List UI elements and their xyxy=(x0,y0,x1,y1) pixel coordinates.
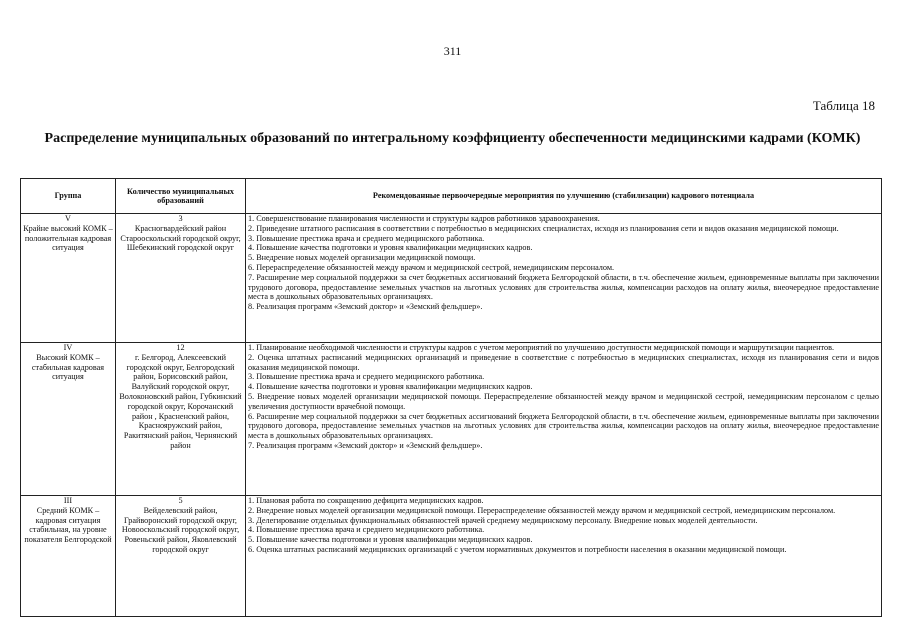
count-cell xyxy=(116,343,246,496)
group-code: IV xyxy=(63,343,73,352)
document-title: Распределение муниципальных образований по интегральному коэффициенту обеспеченности медицинскими кадрами (КОМК) xyxy=(44,131,861,146)
action-item: 6. Расширение мер социальной поддержки за счет бюджетных ассигнований бюджета Белгородской области, в т.ч. обеспечение жильем, единовременные выплаты при заключении трудового договора, предоставление земельных участков на льготных условиях для строительства жилья, компенсации расходов на оплату жилья, внеочередное предоставление места в дошкольных образовательных организациях. xyxy=(248,411,879,441)
action-item: 1. Планирование необходимой численности и структуры кадров с учетом мероприятий по улучшению доступности медицинской помощи и маршрутизации пациентов. xyxy=(248,343,835,352)
group-cell xyxy=(21,343,116,496)
action-item: 8. Реализация программ «Земский доктор» и «Земский фельдшер». xyxy=(248,302,483,312)
table-header-row xyxy=(21,179,882,214)
count-cell xyxy=(116,496,246,617)
municipality-count: 5 xyxy=(178,496,183,505)
table-row xyxy=(21,214,882,343)
count-cell xyxy=(116,214,246,343)
municipality-count: 12 xyxy=(176,343,185,352)
group-cell xyxy=(21,496,116,617)
table-label: Таблица 18 xyxy=(812,98,875,113)
action-item: 2. Приведение штатного расписания в соответствии с потребностью в медицинских специалистах, исходя из планирования сети и видов оказания медицинской помощи. xyxy=(248,223,839,233)
group-description: Крайне высокий КОМК – положительная кадровая ситуация xyxy=(23,223,113,253)
actions-cell xyxy=(246,343,882,496)
page-number: 311 xyxy=(443,44,462,58)
municipality-list: Красногвардейский район Старооскольский городской округ, Шебекинский городской округ xyxy=(120,223,241,253)
header-actions: Рекомендованные первоочередные мероприятия по улучшению (стабилизации) кадрового потенциала xyxy=(246,179,882,214)
group-cell xyxy=(21,214,116,343)
municipality-list: г. Белгород, Алексеевский городской округ, Белгородский район, Борисовский район, Валуйский городской округ, Волоконовский район, Губкинский городской округ, Корочанский район , Красненский район, Краснояружский район, Ракитянский район, Чернянский район xyxy=(119,352,242,450)
distribution-table xyxy=(20,178,882,617)
header-group: Группа xyxy=(21,179,116,214)
action-item: 3. Повышение престижа врача и среднего медицинского работника. xyxy=(248,372,485,382)
actions-cell xyxy=(246,214,882,343)
table-row xyxy=(21,343,882,496)
group-description: Средний КОМК – кадровая ситуация стабильная, на уровне показателя Белгородской xyxy=(24,505,112,545)
action-item: 2. Оценка штатных расписаний медицинских организаций и приведение в соответствие с потребностью в медицинских специалистах, исходя из планирования сети и видов оказания медицинской помощи. xyxy=(248,352,879,372)
action-item: 1. Совершенствование планирования численности и структуры кадров работников здравоохранения. xyxy=(248,214,600,223)
actions-cell xyxy=(246,496,882,617)
action-item: 1. Плановая работа по сокращению дефицита медицинских кадров. xyxy=(248,496,484,505)
action-item: 7. Реализация программ «Земский доктор» и «Земский фельдшер». xyxy=(248,440,483,450)
action-item: 5. Повышение качества подготовки и уровня квалификации медицинских кадров. xyxy=(248,535,533,545)
action-item: 6. Оценка штатных расписаний медицинских организаций с учетом нормативных документов и потребности населения в оказании медицинской помощи. xyxy=(248,544,787,554)
action-item: 5. Внедрение новых моделей организации медицинской помощи. xyxy=(248,253,476,263)
action-item: 4. Повышение качества подготовки и уровня квалификации медицинских кадров. xyxy=(248,243,533,253)
action-item: 3. Делегирование отдельных функциональных обязанностей врачей среднему медицинскому персоналу. Внедрение новых моделей деятельности. xyxy=(248,515,758,525)
group-description: Высокий КОМК – стабильная кадровая ситуация xyxy=(31,352,105,382)
action-item: 5. Внедрение новых моделей организации медицинской помощи. Перераспределение обязанностей между врачом и медицинской сестрой, немедицинским персоналом с целью увеличения доступности врачебной помощи. xyxy=(248,391,879,411)
municipality-list: Вейделевский район, Грайворонский городской округ, Новооскольский городской округ, Ровеньский район, Яковлевский городской округ xyxy=(121,505,240,554)
action-item: 7. Расширение мер социальной поддержки за счет бюджетных ассигнований бюджета Белгородской области, в т.ч. обеспечение жильем, единовременные выплаты при заключении трудового договора, предоставление земельных участков на льготных условиях для строительства жилья, компенсации расходов на оплату жилья, внеочередное предоставление места в дошкольных образовательных организациях. xyxy=(248,272,879,302)
group-code: III xyxy=(63,496,73,505)
municipality-count: 3 xyxy=(178,214,183,223)
header-count: Количество муниципальных образований xyxy=(116,179,246,214)
action-item: 6. Перераспределение обязанностей между врачом и медицинской сестрой, немедицинским персоналом. xyxy=(248,262,615,272)
table-row xyxy=(21,496,882,617)
action-item: 3. Повышение престижа врача и среднего медицинского работника. xyxy=(248,233,485,243)
group-code: V xyxy=(65,214,71,223)
action-item: 2. Внедрение новых моделей организации медицинской помощи. Перераспределение обязанностей между врачом и медицинской сестрой, немедицинским персоналом. xyxy=(248,505,836,515)
action-item: 4. Повышение качества подготовки и уровня квалификации медицинских кадров. xyxy=(248,382,533,392)
action-item: 4. Повышение престижа врача и среднего медицинского работника. xyxy=(248,525,485,535)
